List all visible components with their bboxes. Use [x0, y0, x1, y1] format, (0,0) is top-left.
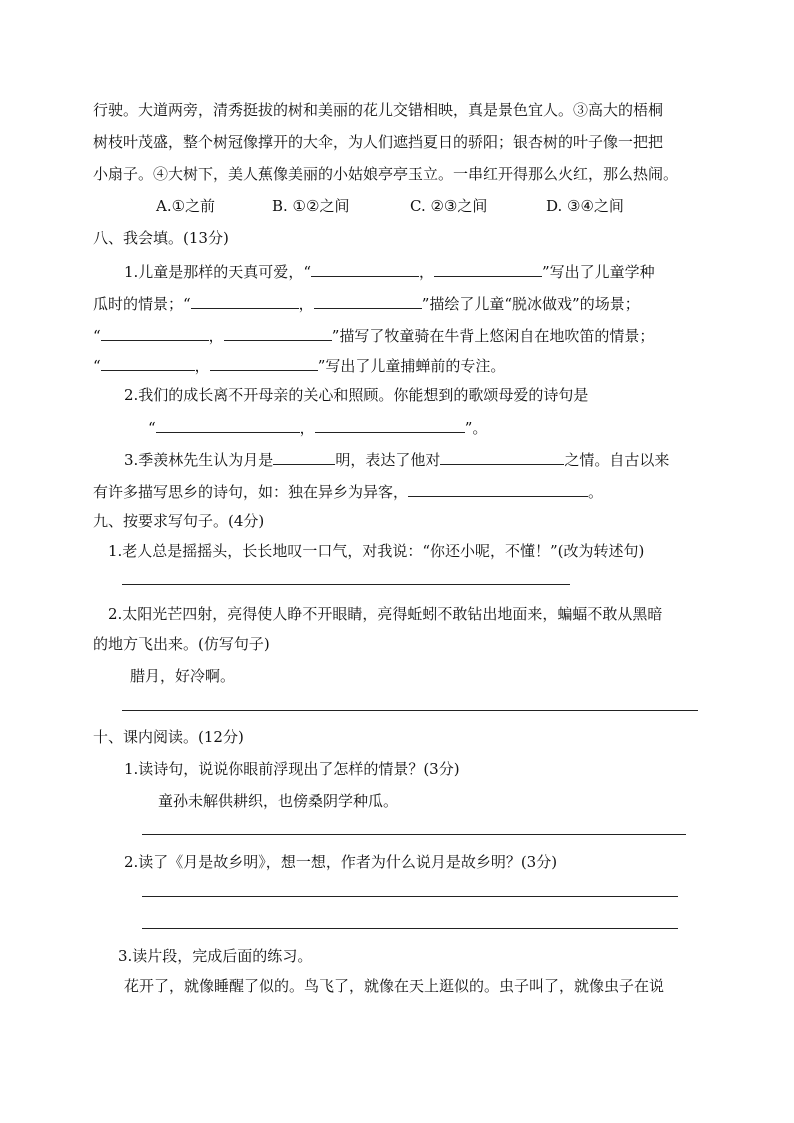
- q8-2-comma: ，: [299, 419, 315, 437]
- q8-3-line-1: [124, 448, 669, 470]
- option-a[interactable]: A.①之前: [156, 197, 216, 215]
- q9-2-line-2: 的地方飞出来。(仿写句子): [93, 635, 270, 653]
- q9-2-prompt: 腊月，好冷啊。: [130, 667, 236, 685]
- q8-1-line-1: [124, 260, 655, 282]
- q10-2-text: 2.读了《月是故乡明》，想一想，作者为什么说月是故乡明？(3分): [124, 853, 558, 871]
- q8-1-line-3: [93, 324, 654, 346]
- q8-3-text-b: 明，表达了他对: [335, 451, 441, 469]
- fill-blank[interactable]: [224, 324, 332, 341]
- fill-blank[interactable]: [434, 260, 542, 277]
- q9-1-text: 1.老人总是摇摇头，长长地叹一口气，对我说：“你还小呢，不懂！”(改为转述句): [108, 542, 645, 560]
- q8-1-comma: ，: [418, 263, 434, 281]
- fill-blank[interactable]: [210, 354, 318, 371]
- fill-blank[interactable]: [408, 480, 588, 497]
- passage-line-2: 树枝叶茂盛，整个树冠像撑开的大伞，为人们遮挡夏日的骄阳；银杏树的叶子像一把把: [93, 133, 664, 151]
- option-d[interactable]: D. ③④之间: [546, 197, 624, 215]
- q10-2-answer-line-2[interactable]: [142, 928, 678, 929]
- q8-1-line-4: [93, 354, 505, 376]
- q8-1-text-a: 瓜时的情景；“: [93, 295, 191, 313]
- q10-1-answer-line[interactable]: [142, 834, 686, 835]
- q10-1-poem: 童孙未解供耕织，也傍桑阴学种瓜。: [158, 792, 399, 810]
- q8-1-comma: ，: [298, 295, 314, 313]
- section-8-heading: 八、我会填。(13分): [93, 229, 229, 247]
- fill-blank[interactable]: [101, 354, 195, 371]
- fill-blank[interactable]: [101, 324, 209, 341]
- q10-1-text: 1.读诗句，说说你眼前浮现出了怎样的情景？(3分): [124, 760, 460, 778]
- fill-blank[interactable]: [440, 448, 564, 465]
- q9-2-answer-line[interactable]: [122, 710, 698, 711]
- q8-1-text-a: “: [93, 357, 101, 375]
- q8-1-line-2: [93, 292, 640, 314]
- q10-3-text: 3.读片段，完成后面的练习。: [118, 947, 313, 965]
- passage-line-3: 小扇子。④大树下，美人蕉像美丽的小姑娘亭亭玉立。一串红开得那么火红，那么热闹。: [93, 165, 679, 183]
- q10-2-answer-line-1[interactable]: [142, 896, 678, 897]
- q8-3-text-a: 3.季羡林先生认为月是: [124, 451, 274, 469]
- q9-1-answer-line[interactable]: [122, 584, 570, 585]
- q8-1-text-c: ”写出了儿童捕蝉前的专注。: [317, 357, 506, 375]
- q8-2-open-quote: “: [148, 419, 156, 437]
- option-c[interactable]: C. ②③之间: [410, 197, 488, 215]
- q8-1-comma: ，: [208, 327, 224, 345]
- q8-3-text-c: 之情。自古以来: [564, 451, 670, 469]
- q8-2-close: ”。: [464, 419, 488, 437]
- fill-blank[interactable]: [315, 416, 465, 433]
- q8-1-text-c: ”写出了儿童学种: [542, 263, 655, 281]
- fill-blank[interactable]: [311, 260, 419, 277]
- q8-1-text-a: 1.儿童是那样的天真可爱，“: [124, 263, 311, 281]
- fill-blank[interactable]: [156, 416, 300, 433]
- section-9-heading: 九、按要求写句子。(4分): [93, 512, 265, 530]
- q8-1-text-c: ”描写了牧童骑在牛背上悠闲自在地吹笛的情景；: [331, 327, 655, 345]
- option-b[interactable]: B. ①②之间: [272, 197, 350, 215]
- q8-3-period: 。: [588, 483, 604, 501]
- q8-2-line-2: [148, 416, 487, 438]
- q8-1-text-c: ”描绘了儿童“脱冰做戏”的场景；: [421, 295, 640, 313]
- q8-2-line-1: 2.我们的成长离不开母亲的关心和照顾。你能想到的歌颂母爱的诗句是: [124, 386, 589, 404]
- q8-3-line-2: [93, 480, 603, 502]
- fill-blank[interactable]: [273, 448, 335, 465]
- fill-blank[interactable]: [314, 292, 422, 309]
- q9-2-line-1: 2.太阳光芒四射，亮得使人睁不开眼睛，亮得蚯蚓不敢钻出地面来，蝙蝠不敢从黑暗: [108, 605, 663, 623]
- section-10-heading: 十、课内阅读。(12分): [93, 728, 244, 746]
- fill-blank[interactable]: [191, 292, 299, 309]
- q8-1-comma: ，: [194, 357, 210, 375]
- q8-1-text-a: “: [93, 327, 101, 345]
- q8-3-text-d: 有许多描写思乡的诗句，如：独在异乡为异客，: [93, 483, 409, 501]
- q10-3-passage-line-1: 花开了，就像睡醒了似的。鸟飞了，就像在天上逛似的。虫子叫了，就像虫子在说: [124, 977, 665, 995]
- passage-line-1: 行驶。大道两旁，清秀挺拔的树和美丽的花儿交错相映，真是景色宜人。③高大的梧桐: [93, 101, 664, 119]
